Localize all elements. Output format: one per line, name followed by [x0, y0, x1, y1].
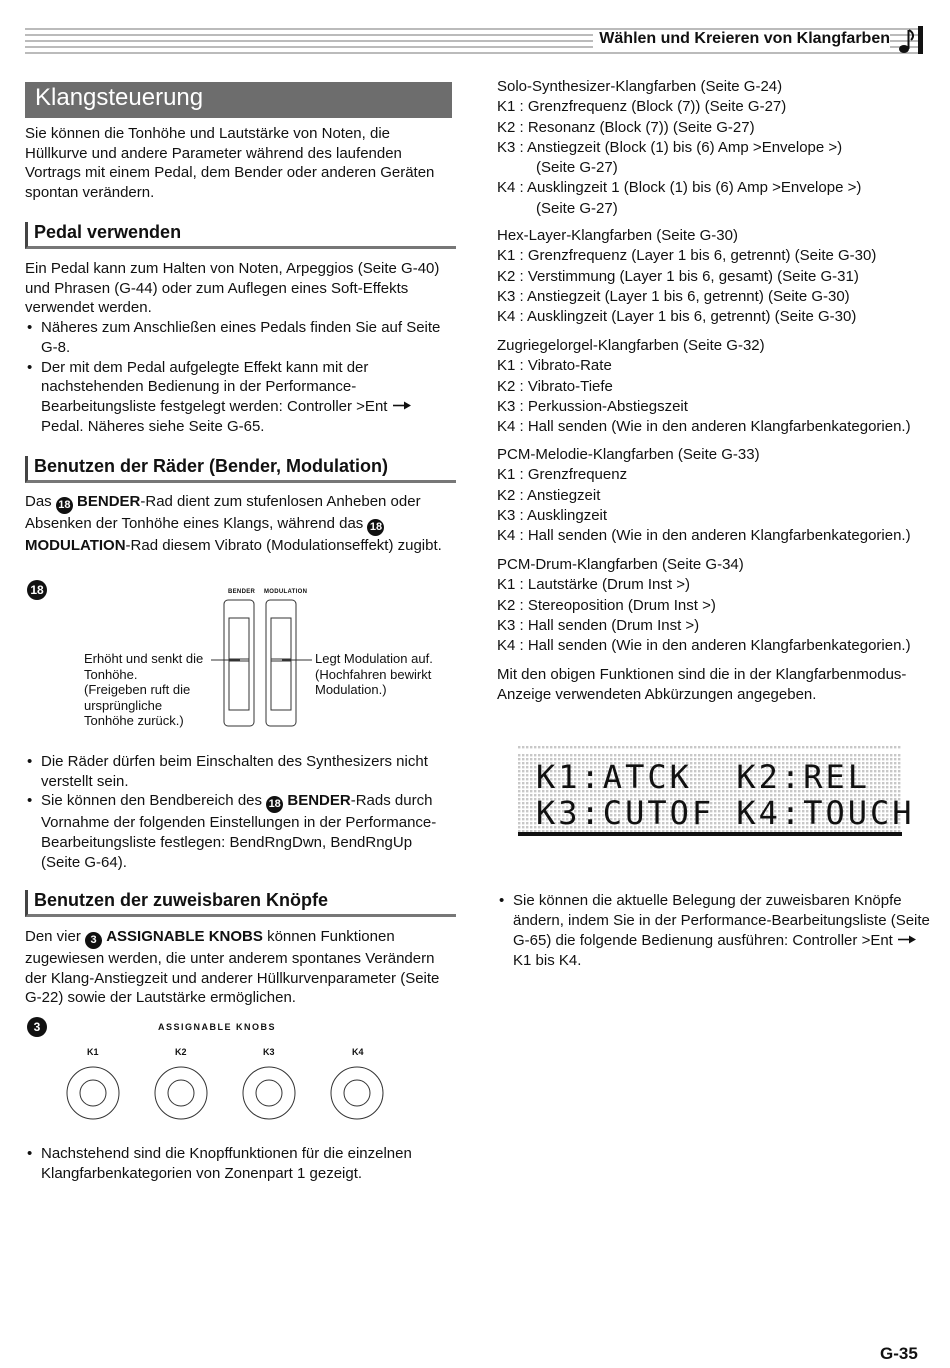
bender-label: BENDER	[77, 493, 141, 510]
group-solo-synth	[497, 77, 927, 219]
knob-k3-icon	[243, 1067, 295, 1119]
wheels-bullet-2-a: Sie können den Bendbereich des	[41, 792, 263, 810]
knob-line: K3 : Anstiegzeit (Block (1) bis (6) Amp >Envelope >)	[497, 138, 843, 156]
fig-knobs-title: ASSIGNABLE KNOBS	[158, 1022, 277, 1032]
group-title: Zugriegelorgel-Klangfarben (Seite G-32)	[497, 337, 765, 354]
knob-k2-icon	[155, 1067, 207, 1119]
heading-wheels-text: Benutzen der Räder (Bender, Modulation)	[34, 456, 389, 476]
arrow-right-icon	[897, 935, 917, 944]
pedal-bullet-2-text: Der mit dem Pedal aufgelegte Effekt kann mit der nachstehenden Bedienung in der Performance-Bearbeitungsliste festgelegt werden: Controller >Ent	[41, 358, 388, 415]
wheels-bullet-1: • Die Räder dürfen beim Einschalten des Synthesizers nicht verstellt sein.	[25, 752, 453, 791]
caption-line: Tonhöhe.	[84, 666, 138, 682]
knob-line: K1 : Grenzfrequenz (Layer 1 bis 6, getrennt) (Seite G-30)	[497, 247, 877, 265]
bender-label: BENDER	[287, 792, 351, 810]
group-title: PCM-Melodie-Klangfarben (Seite G-33)	[497, 446, 760, 463]
fig-left-caption	[84, 651, 203, 729]
knob-line: K4 : Hall senden (Wie in den anderen Klangfarbenkategorien.)	[497, 418, 911, 436]
figure-number-3: 3	[27, 1017, 47, 1037]
heading-pedal-text: Pedal verwenden	[34, 222, 182, 242]
heading-knobs	[25, 890, 456, 917]
wheels-notes	[25, 752, 453, 873]
section-title-box	[25, 82, 452, 118]
knobs-text-a: Den vier	[25, 928, 81, 945]
right-bullet-text: Sie können die aktuelle Belegung der zuweisbaren Knöpfe ändern, indem Sie in der Performance-Bearbeitungsliste (Seite G-65) die folgende Bedienung ausführen:	[513, 892, 930, 949]
heading-knobs-text: Benutzen der zuweisbaren Knöpfe	[34, 890, 329, 910]
right-bullet-controller: Controller >Ent	[792, 931, 893, 949]
knob-line-cont: (Seite G-27)	[536, 159, 618, 177]
knob-line: K4 : Ausklingzeit (Layer 1 bis 6, getrennt) (Seite G-30)	[497, 308, 857, 326]
group-title: Solo-Synthesizer-Klangfarben (Seite G-24)	[497, 78, 783, 95]
caption-line: (Freigeben ruft die	[84, 682, 191, 697]
heading-wheels	[25, 456, 456, 483]
caption-line: (Hochfahren bewirkt	[315, 666, 432, 682]
knob-line: K3 : Ausklingzeit	[497, 506, 608, 524]
knob-label-k1: K1	[87, 1047, 99, 1057]
staff-line	[25, 52, 922, 54]
lcd-line-2: K3:CUTOF K4:TOUCH	[536, 794, 915, 832]
pedal-bullet-2-tail: Pedal. Näheres siehe Seite G-65.	[41, 417, 265, 435]
running-head: Wählen und Kreieren von Klangfarben	[593, 30, 890, 48]
knobs-text	[25, 927, 453, 1008]
pedal-text: Ein Pedal kann zum Halten von Noten, Arpeggios (Seite G-40) und Phrasen (G-44) oder zum Auflegen eines Soft-Effekts verwendet werden.	[25, 260, 440, 317]
abbrev-text: Mit den obigen Funktionen sind die in der Klangfarbenmodus-Anzeige verwendeten Abkürzungen angegeben.	[497, 666, 907, 703]
fig-bender-label: BENDER	[228, 589, 256, 595]
note-icon	[898, 28, 916, 54]
number-18-badge: 18	[56, 497, 73, 514]
wheels-text	[25, 492, 453, 556]
pedal-bullet-2	[25, 358, 453, 437]
caption-line: Legt Modulation auf.	[315, 651, 433, 666]
knob-line: K3 : Hall senden (Drum Inst >)	[497, 616, 700, 634]
knobs-illustration	[60, 1060, 390, 1124]
number-18-badge: 18	[266, 796, 283, 813]
fig-right-caption	[315, 651, 433, 698]
group-drawbar-organ	[497, 336, 927, 437]
figure-number-18: 18	[27, 580, 47, 600]
knob-line-cont: (Seite G-27)	[536, 199, 618, 217]
pedal-section	[25, 259, 453, 436]
wheels-bullet-2-b: -Rads durch Vornahme der folgenden Einstellungen in der Performance-Bearbeitungsliste festlegen: BendRngDwn, BendRngUp (Seite G-64).	[41, 792, 437, 871]
pedal-bullet-1: • Näheres zum Anschließen eines Pedals finden Sie auf Seite G-8.	[25, 318, 453, 357]
knobs-text-b: können Funktionen zugewiesen werden, die unter anderem spontanes Verändern der Klang-Anstiegzeit und anderer Hüllkurvenparameter (Seite G-22) sowie der Lautstärke ermöglichen.	[25, 928, 440, 1007]
caption-line: ursprüngliche	[84, 697, 163, 713]
section-title: Klangsteuerung	[35, 84, 204, 111]
number-3-badge: 3	[85, 932, 102, 949]
caption-line: Tonhöhe zurück.)	[84, 713, 184, 728]
knob-line: K1 : Vibrato-Rate	[497, 357, 612, 375]
wheels-text-c: -Rad diesem Vibrato (Modulationseffekt) zugibt.	[125, 537, 442, 554]
heading-pedal	[25, 222, 456, 249]
group-pcm-drum	[497, 555, 927, 656]
knob-line: K4 : Hall senden (Wie in den anderen Klangfarbenkategorien.)	[497, 527, 911, 545]
knob-label-k2: K2	[175, 1047, 187, 1057]
number-18-badge: 18	[367, 519, 384, 536]
knob-line: K2 : Vibrato-Tiefe	[497, 377, 613, 395]
group-pcm-melody	[497, 445, 927, 546]
caption-line: Erhöht und senkt die	[84, 651, 204, 666]
knob-line: K4 : Hall senden (Wie in den anderen Klangfarbenkategorien.)	[497, 637, 911, 655]
knob-line: K2 : Anstiegzeit	[497, 486, 601, 504]
knob-line: K3 : Perkussion-Abstiegszeit	[497, 397, 688, 415]
knob-label-k3: K3	[263, 1047, 275, 1057]
right-bullet-tail: K1 bis K4.	[513, 951, 582, 969]
wheels-text-a: Das	[25, 493, 52, 510]
wheels-illustration	[200, 598, 320, 730]
arrow-right-icon	[392, 401, 412, 410]
lcd-line-1: K1:ATCK K2:REL	[536, 758, 870, 796]
assignable-knobs-label: ASSIGNABLE KNOBS	[106, 928, 263, 945]
knob-line: K2 : Resonanz (Block (7)) (Seite G-27)	[497, 118, 755, 136]
knob-line: K2 : Stereoposition (Drum Inst >)	[497, 596, 716, 614]
knob-line: K1 : Lautstärke (Drum Inst >)	[497, 576, 690, 594]
group-title: PCM-Drum-Klangfarben (Seite G-34)	[497, 556, 744, 573]
fig-modulation-label: MODULATION	[264, 589, 308, 595]
wheels-bullet-2	[25, 791, 453, 872]
knob-k1-icon	[67, 1067, 119, 1119]
knob-line: K3 : Anstiegzeit (Layer 1 bis 6, getrennt) (Seite G-30)	[497, 287, 850, 305]
caption-line: Modulation.)	[315, 682, 387, 697]
modulation-label: MODULATION	[25, 537, 126, 554]
wheels-text-b: -Rad dient zum stufenlosen Anheben oder Absenken der Tonhöhe eines Klangs, während das	[25, 493, 421, 532]
knob-line: K1 : Grenzfrequenz (Block (7)) (Seite G-27)	[497, 98, 787, 116]
group-title: Hex-Layer-Klangfarben (Seite G-30)	[497, 227, 738, 244]
lcd-display	[518, 746, 915, 836]
knob-line: K4 : Ausklingzeit 1 (Block (1) bis (6) Amp >Envelope >)	[497, 179, 862, 197]
intro-text: Sie können die Tonhöhe und Lautstärke von Noten, die Hüllkurve und andere Parameter während des laufenden Vortrags mit einem Pedal, dem Bender oder anderen Geräten spontan verändern.	[25, 125, 435, 202]
knob-label-k4: K4	[352, 1047, 364, 1057]
knob-line: K1 : Grenzfrequenz	[497, 466, 628, 484]
page-number: G-35	[880, 1344, 918, 1363]
staff-end-bar	[918, 26, 923, 54]
knob-k4-icon	[331, 1067, 383, 1119]
knob-line: K2 : Verstimmung (Layer 1 bis 6, gesamt) (Seite G-31)	[497, 267, 859, 285]
knobs-bullet: • Nachstehend sind die Knopffunktionen für die einzelnen Klangfarbenkategorien von Zonenpart 1 gezeigt.	[25, 1144, 453, 1183]
group-hex-layer	[497, 226, 927, 327]
right-bullet	[497, 891, 933, 970]
